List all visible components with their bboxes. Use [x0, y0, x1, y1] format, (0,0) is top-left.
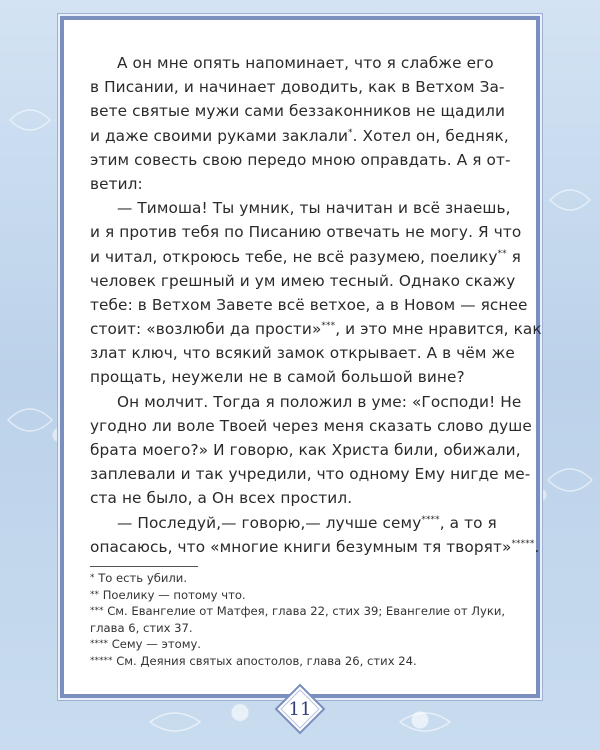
footnote-mark: * — [90, 573, 95, 583]
footnote-continuation — [90, 620, 520, 637]
text-segment: стоит: «возлюби да прости» — [90, 320, 322, 339]
text-line: этим совесть свою передо мною оправдать. А я от- — [90, 150, 511, 169]
text-segment: , и это мне нравится, как — [335, 320, 542, 339]
text-line: Он молчит. Тогда я положил в уме: «Господи! Не — [117, 392, 522, 411]
text-line: и я против тебя по Писанию отвечать не могу. Я что — [90, 223, 522, 242]
ornament-flourish-bottom-right — [400, 713, 450, 731]
footnote-ref: * — [348, 127, 353, 138]
text-line: вете святые мужи сами беззаконников не щадили — [90, 102, 506, 121]
footnote-divider — [90, 566, 198, 567]
paragraph-2 — [90, 196, 542, 390]
footnote — [90, 603, 520, 620]
footnote-ref: ***** — [511, 538, 535, 549]
text-segment: и читал, откроюсь тебе, не всё разумею, поелику — [90, 247, 498, 266]
text-segment: — Последуй,— говорю,— лучше сему — [117, 513, 422, 532]
page-number: 11 — [288, 698, 312, 720]
text-line: ветил: — [90, 174, 143, 193]
footnotes — [90, 566, 520, 670]
footnote — [90, 636, 520, 653]
footnote — [90, 587, 520, 604]
text-segment: и даже своими руками заклали — [90, 126, 349, 145]
text-segment: я — [506, 247, 521, 266]
text-line: прощать, неужели не в самой большой вине? — [90, 368, 465, 387]
footnote-mark: ***** — [90, 655, 113, 666]
footnote-text: См. Деяния святых апостолов, глава 26, стих 24. — [116, 653, 417, 668]
text-line — [90, 317, 542, 341]
text-line — [90, 124, 520, 148]
text-line — [90, 535, 540, 559]
text-segment: . Хотел он, бедняк, — [352, 126, 509, 145]
paragraph-4 — [90, 511, 540, 559]
text-line: ста не было, а Он всех простил. — [90, 489, 353, 508]
ornament-flourish-right-top — [550, 190, 590, 210]
footnote — [90, 653, 520, 670]
footnote-mark: *** — [90, 606, 104, 617]
footnote-mark: **** — [90, 639, 108, 650]
main-text — [90, 51, 542, 559]
text-line — [90, 511, 520, 535]
text-line: заплевали и так учредили, что одному Ему нигде ме- — [90, 465, 531, 484]
ornament-flourish-left-mid — [8, 409, 52, 431]
text-segment: опасаюсь, что «многие книги безумным тя творят» — [90, 537, 512, 556]
paragraph-1 — [90, 51, 520, 196]
ornament-flourish-right-mid — [548, 469, 592, 491]
footnote-mark: ** — [90, 589, 99, 600]
text-segment: . — [534, 537, 540, 556]
text-line: угодно ли воле Твоей через меня сказать слово душе — [90, 416, 532, 435]
footnote-text: Сему — этому. — [111, 637, 201, 652]
footnote-text: То есть убили. — [98, 571, 188, 585]
footnote-ref: **** — [421, 514, 440, 525]
text-line — [90, 245, 520, 269]
text-segment: , а то я — [439, 513, 497, 532]
text-line: человек грешный и ум имею тесный. Однако скажу — [90, 271, 516, 290]
text-line: А он мне опять напоминает, что я слабже его — [117, 54, 494, 72]
page-number-badge — [274, 683, 326, 735]
paragraph-3 — [90, 390, 532, 511]
text-line: тебе: в Ветхом Завете всё ветхое, а в Новом — яснее — [90, 295, 528, 314]
text-line: злат ключ, что всякий замок открывает. А в чём же — [90, 344, 515, 363]
footnote-ref: *** — [321, 321, 336, 332]
footnote-text: Поелику — потому что. — [102, 587, 246, 602]
footnote-text: См. Евангелие от Матфея, глава 22, стих 39; Евангелие от Луки, — [107, 604, 506, 619]
ornament-flourish-bottom-left — [150, 713, 200, 731]
footnote — [90, 570, 520, 587]
text-line: в Писании, и начинает доводить, как в Ветхом За- — [90, 78, 505, 97]
page-frame — [60, 16, 540, 698]
footnote-text: глава 6, стих 37. — [90, 620, 193, 635]
footnote-ref: ** — [497, 248, 507, 259]
text-line: брата моего?» И говорю, как Христа били, обижали, — [90, 441, 521, 459]
ornament-flourish-left-top — [10, 110, 50, 130]
text-line: — Тимоша! Ты умник, ты начитан и всё знаешь, — [117, 199, 511, 218]
